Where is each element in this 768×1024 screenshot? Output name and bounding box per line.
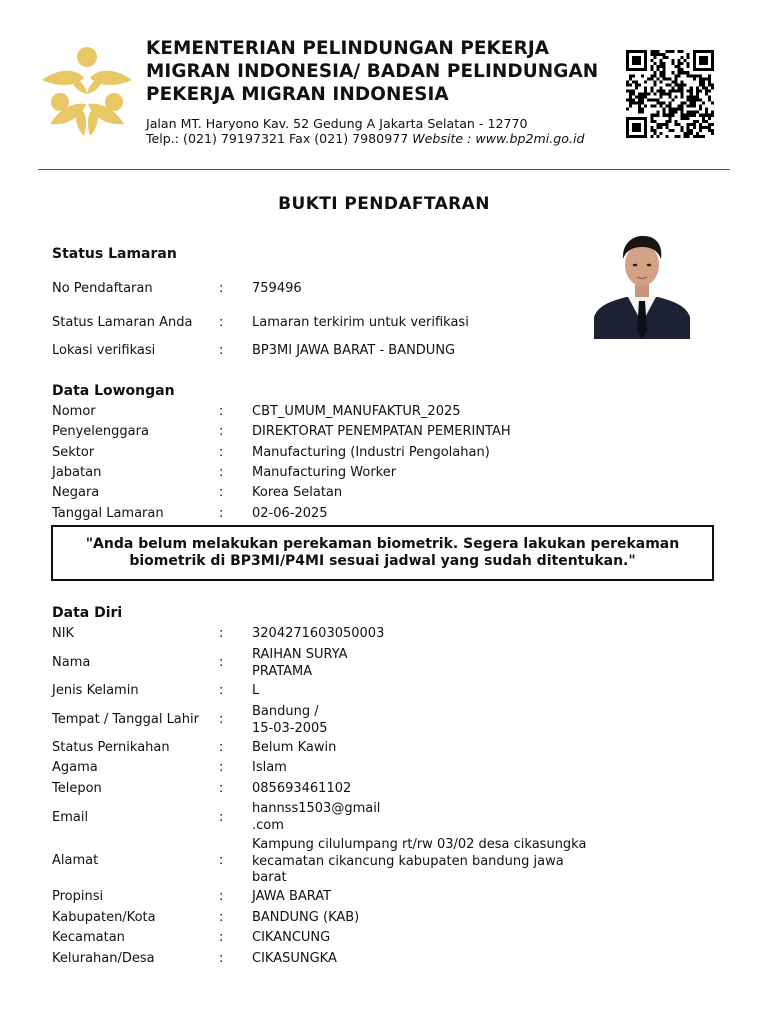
address-line: Jalan MT. Haryono Kav. 52 Gedung A Jakarta Selatan - 12770	[146, 116, 528, 131]
field-value: Lamaran terkirim untuk verifikasi	[252, 315, 469, 330]
field-value: BANDUNG (KAB)	[252, 910, 360, 925]
field-value: Korea Selatan	[252, 485, 343, 500]
field-value: JAWA BARAT	[252, 889, 332, 904]
field-separator: :	[219, 889, 224, 904]
field-label: Jabatan	[52, 465, 102, 480]
field-label: Status Lamaran Anda	[52, 315, 193, 330]
field-label: Agama	[52, 760, 98, 775]
section-heading-lowongan: Data Lowongan	[52, 383, 175, 399]
field-value: hannss1503@gmail .com	[252, 801, 381, 833]
field-label: Penyelenggara	[52, 424, 149, 439]
field-label: Tanggal Lamaran	[52, 506, 164, 521]
notice-line: "Anda belum melakukan perekaman biometrik. Segera lakukan perekaman	[85, 536, 680, 552]
field-label: Nomor	[52, 404, 96, 419]
field-separator: :	[219, 485, 224, 500]
organization-name	[146, 37, 616, 106]
field-value: CIKASUNGKA	[252, 951, 337, 966]
field-separator: :	[219, 683, 224, 698]
field-label: Email	[52, 810, 89, 825]
org-name-line: KEMENTERIAN PELINDUNGAN PEKERJA	[146, 38, 550, 59]
bp2mi-logo	[38, 46, 136, 138]
field-separator: :	[219, 315, 224, 330]
section-heading-diri: Data Diri	[52, 605, 123, 621]
section-heading-status: Status Lamaran	[52, 246, 177, 262]
field-separator: :	[219, 810, 224, 825]
field-label: Alamat	[52, 853, 99, 868]
field-label: Propinsi	[52, 889, 104, 904]
field-separator: :	[219, 853, 224, 868]
field-value: 085693461102	[252, 781, 352, 796]
field-label: Kabupaten/Kota	[52, 910, 156, 925]
field-separator: :	[219, 626, 224, 641]
field-label: No Pendaftaran	[52, 281, 153, 296]
field-value: CBT_UMUM_MANUFAKTUR_2025	[252, 404, 461, 419]
field-label: NIK	[52, 626, 75, 641]
field-value: Kampung cilulumpang rt/rw 03/02 desa cikasungka kecamatan cikancung kabupaten bandung jawa barat	[252, 837, 587, 885]
field-separator: :	[219, 281, 224, 296]
applicant-photo	[592, 227, 692, 339]
field-value: L	[252, 683, 260, 698]
org-name-line: MIGRAN INDONESIA/ BADAN PELINDUNGAN	[146, 61, 599, 82]
field-label: Nama	[52, 655, 91, 670]
field-value: 759496	[252, 281, 302, 296]
field-separator: :	[219, 740, 224, 755]
field-value: RAIHAN SURYA PRATAMA	[252, 647, 348, 679]
field-value: DIREKTORAT PENEMPATAN PEMERINTAH	[252, 424, 511, 439]
field-value: Belum Kawin	[252, 740, 337, 755]
field-label: Status Pernikahan	[52, 740, 170, 755]
field-value: Bandung / 15-03-2005	[252, 704, 328, 736]
field-separator: :	[219, 930, 224, 945]
field-separator: :	[219, 910, 224, 925]
field-label: Negara	[52, 485, 100, 500]
field-separator: :	[219, 655, 224, 670]
notice-line: biometrik di BP3MI/P4MI sesuai jadwal yang sudah ditentukan."	[129, 553, 636, 569]
field-value: 02-06-2025	[252, 506, 328, 521]
field-label: Sektor	[52, 445, 95, 460]
organization-address	[146, 116, 585, 146]
field-label: Jenis Kelamin	[52, 683, 139, 698]
field-separator: :	[219, 781, 224, 796]
field-value: 3204271603050003	[252, 626, 385, 641]
field-value: CIKANCUNG	[252, 930, 331, 945]
field-label: Tempat / Tanggal Lahir	[52, 712, 199, 727]
org-name-line: PEKERJA MIGRAN INDONESIA	[146, 84, 449, 105]
field-label: Lokasi verifikasi	[52, 343, 156, 358]
field-separator: :	[219, 506, 224, 521]
field-separator: :	[219, 951, 224, 966]
field-separator: :	[219, 404, 224, 419]
field-separator: :	[219, 445, 224, 460]
field-value: Manufacturing Worker	[252, 465, 397, 480]
field-separator: :	[219, 712, 224, 727]
field-label: Kecamatan	[52, 930, 125, 945]
document-title: BUKTI PENDAFTARAN	[278, 194, 490, 214]
qr-code-icon	[626, 50, 714, 138]
biometric-notice-box	[51, 525, 714, 581]
field-separator: :	[219, 343, 224, 358]
field-value: Islam	[252, 760, 287, 775]
field-separator: :	[219, 760, 224, 775]
contact-line	[146, 131, 585, 146]
header-divider	[38, 169, 730, 170]
field-label: Kelurahan/Desa	[52, 951, 155, 966]
field-label: Telepon	[52, 781, 102, 796]
phone-fax: Telp.: (021) 79197321 Fax (021) 7980977	[146, 131, 413, 146]
field-separator: :	[219, 424, 224, 439]
field-value: Manufacturing (Industri Pengolahan)	[252, 445, 490, 460]
field-value: BP3MI JAWA BARAT - BANDUNG	[252, 343, 456, 358]
website-link: Website : www.bp2mi.go.id	[412, 131, 585, 146]
field-separator: :	[219, 465, 224, 480]
